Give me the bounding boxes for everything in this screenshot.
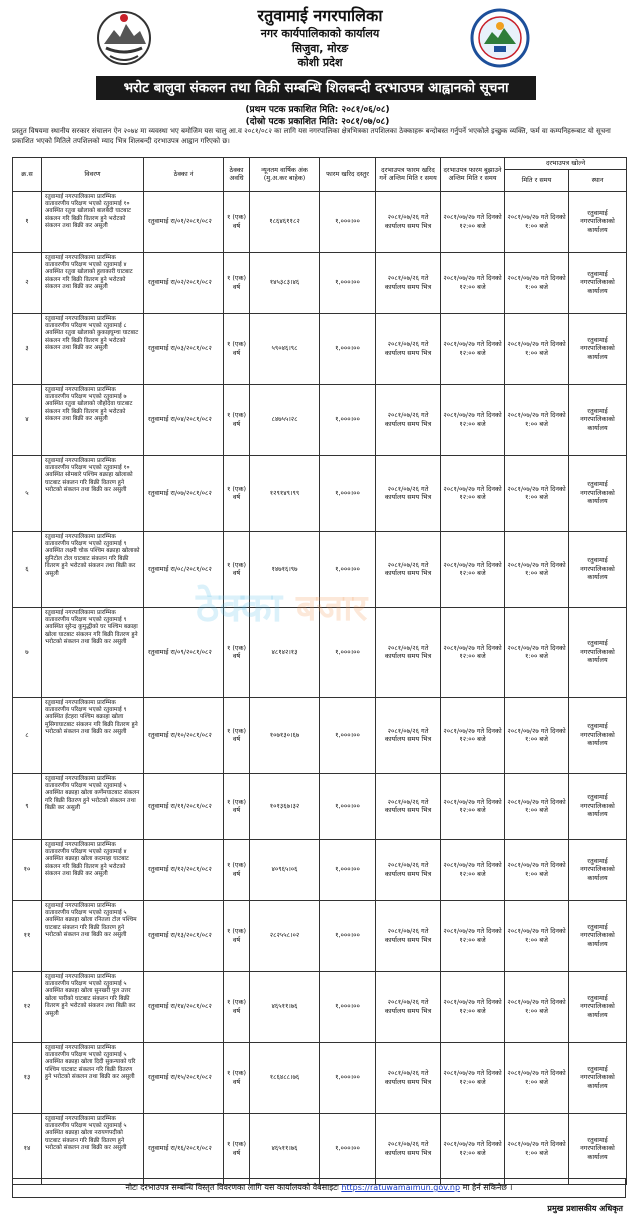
row-purchase-deadline: २०८१/०७/२६ गते कार्यालय समय भित्र (376, 1113, 441, 1184)
signature-title: प्रमुख प्रशासकीय अधिकृत (547, 1204, 623, 1213)
row-fee: १,०००।०० (320, 252, 376, 313)
row-sn: १ (13, 191, 42, 252)
table-row (13, 455, 627, 531)
row-period: १ (एक) वर्ष (224, 773, 250, 839)
website-link[interactable]: https://ratuwamaimun.gov.np (341, 1183, 461, 1192)
row-opening-place: रतुवामाई नगरपालिकाको कार्यालय (569, 1042, 627, 1113)
row-contract-no: रतुवामाई रा/०१/२०८१/०८२ (144, 191, 224, 252)
row-contract-no: रतुवामाई रा/०२/२०८१/०८२ (144, 252, 224, 313)
row-purchase-deadline: २०८१/०७/२६ गते कार्यालय समय भित्र (376, 531, 441, 607)
row-submit-deadline: २०८१/०७/२७ गते दिनको १२:०० बजे (441, 900, 505, 971)
row-contract-no: रतुवामाई रा/१४/२०८१/०८२ (144, 971, 224, 1042)
row-fee: १,०००।०० (320, 455, 376, 531)
row-fee: १,०००।०० (320, 839, 376, 900)
row-submit-deadline: २०८१/०७/२७ गते दिनको १२:०० बजे (441, 531, 505, 607)
row-amount: ४०९६५।०६ (250, 839, 320, 900)
row-sn: १३ (13, 1042, 42, 1113)
row-amount: ४६५११।७६ (250, 971, 320, 1042)
row-description: रतुवामाई नगरपालिकामा प्रारम्भिक वातावरणीय परिक्षण भएको रतुवामाई ८ अवस्थित रतुवा खोलाको कुकाइघुम्चा घाटबाट संकलन गरि बिक्री वितरण हुने भरोटको संकलन तथा बिक्री कर असुली (42, 313, 144, 384)
row-amount: १२९१४९।९९ (250, 455, 320, 531)
row-opening-place: रतुवामाई नगरपालिकाको कार्यालय (569, 252, 627, 313)
row-opening-place: रतुवामाई नगरपालिकाको कार्यालय (569, 839, 627, 900)
table-row (13, 697, 627, 773)
col-period: ठेक्का अवधि (224, 158, 250, 192)
col-opening-place: स्थान (569, 169, 627, 191)
row-description: रतुवामाई नगरपालिकामा प्रारम्भिक वातावरणीय परिक्षण भएको रतुवामाई ९ अवस्थित लक्ष्मी चोक पश्चिम बक्राहा खोलाको सुनिटोल टोल घाटबाट संकलन गरि बिक्री वितरण हुने भरोटको संकलन तथा बिक्री कर असुली (42, 531, 144, 607)
row-period: १ (एक) वर्ष (224, 1042, 250, 1113)
row-period: १ (एक) वर्ष (224, 697, 250, 773)
row-description: रतुवामाई नगरपालिकामा प्रारम्भिक वातावरणीय परिक्षण भएको रतुवामाई ४ अवस्थित बक्राहा खोला कदमाहा घाटबाट संकलन गरि बिक्री वितरण हुने भरोटको संकलन तथा बिक्री कर असुली (42, 839, 144, 900)
row-amount: ५९०४६।९८ (250, 313, 320, 384)
row-submit-deadline: २०८१/०७/२७ गते दिनको १२:०० बजे (441, 384, 505, 455)
row-opening-place: रतुवामाई नगरपालिकाको कार्यालय (569, 773, 627, 839)
row-sn: २ (13, 252, 42, 313)
row-submit-deadline: २०८१/०७/२७ गते दिनको १२:०० बजे (441, 455, 505, 531)
row-amount: ४६५११।७६ (250, 1113, 320, 1184)
row-amount: १८६४८८।७६ (250, 1042, 320, 1113)
col-fee: फारम खरिद दस्तुर (320, 158, 376, 192)
table-row (13, 1042, 627, 1113)
row-fee: १,०००।०० (320, 1042, 376, 1113)
row-sn: ११ (13, 900, 42, 971)
row-opening-datetime: २०८१/०७/२७ गते दिनको १:०० बजे (505, 313, 569, 384)
row-purchase-deadline: २०८१/०७/२६ गते कार्यालय समय भित्र (376, 773, 441, 839)
row-period: १ (एक) वर्ष (224, 1113, 250, 1184)
row-description: रतुवामाई नगरपालिकामा प्रारम्भिक वातावरणीय परिक्षण भएको रतुवामाई ५ अवस्थित बक्राहा खोला सुनखरी पुल उत्तर खोला पारीको घाटबाट संकलन गरि बिक्री वितरण हुने भरोटको संकलन तथा बिक्री कर असुली (42, 971, 144, 1042)
row-purchase-deadline: २०८१/०७/२६ गते कार्यालय समय भित्र (376, 607, 441, 697)
row-purchase-deadline: २०८१/०७/२६ गते कार्यालय समय भित्र (376, 455, 441, 531)
row-submit-deadline: २०८१/०७/२७ गते दिनको १२:०० बजे (441, 1042, 505, 1113)
row-sn: १२ (13, 971, 42, 1042)
row-opening-datetime: २०८१/०७/२७ गते दिनको १:०० बजे (505, 455, 569, 531)
row-sn: १० (13, 839, 42, 900)
row-period: १ (एक) वर्ष (224, 607, 250, 697)
col-opening-datetime: मिति र समय (505, 169, 569, 191)
row-fee: १,०००।०० (320, 313, 376, 384)
table-row (13, 313, 627, 384)
office-address: सिजुवा, मोरङ (291, 42, 349, 55)
row-submit-deadline: २०८१/०७/२७ गते दिनको १२:०० बजे (441, 252, 505, 313)
row-purchase-deadline: २०८१/०७/२६ गते कार्यालय समय भित्र (376, 384, 441, 455)
row-period: १ (एक) वर्ष (224, 252, 250, 313)
row-opening-datetime: २०८१/०७/२७ गते दिनको १:०० बजे (505, 607, 569, 697)
col-sn: क्र.स (13, 158, 42, 192)
row-contract-no: रतुवामाई रा/१५/२०८१/०८२ (144, 1042, 224, 1113)
row-opening-datetime: २०८१/०७/२७ गते दिनको १:०० बजे (505, 252, 569, 313)
row-description: रतुवामाई नगरपालिकामा प्रारम्भिक वातावरणीय परिक्षण भएको रतुवामाई ७ अवस्थित रतुवा खोलाको जौहोदेवा घाटबाट संकलन गरि बिक्री वितरण हुने भरोटको संकलन तथा बिक्री कर असुली (42, 384, 144, 455)
row-sn: ५ (13, 455, 42, 531)
row-amount: १८६४६११८२ (250, 191, 320, 252)
row-opening-datetime: २०८१/०७/२७ गते दिनको १:०० बजे (505, 1042, 569, 1113)
row-amount: ४८१४२।१३ (250, 607, 320, 697)
table-row (13, 900, 627, 971)
watermark-part1: ठेक्का (196, 585, 283, 631)
row-fee: १,०००।०० (320, 900, 376, 971)
row-contract-no: रतुवामाई रा/०४/२०८१/०८२ (144, 384, 224, 455)
row-period: १ (एक) वर्ष (224, 313, 250, 384)
row-purchase-deadline: २०८१/०७/२६ गते कार्यालय समय भित्र (376, 1042, 441, 1113)
row-opening-place: रतुवामाई नगरपालिकाको कार्यालय (569, 697, 627, 773)
row-opening-datetime: २०८१/०७/२७ गते दिनको १:०० बजे (505, 839, 569, 900)
province-name: कोशी प्रदेश (297, 56, 343, 69)
col-opening: दरभाउपत्र खोल्ने (505, 158, 627, 170)
row-submit-deadline: २०८१/०७/२७ गते दिनको १२:०० बजे (441, 607, 505, 697)
row-amount: १०१३६७।३२ (250, 773, 320, 839)
row-sn: १४ (13, 1113, 42, 1184)
row-opening-datetime: २०८१/०७/२७ गते दिनको १:०० बजे (505, 191, 569, 252)
row-description: रतुवामाई नगरपालिकामा प्रारम्भिक वातावरणीय परिक्षण भएको रतुवामाई ५ अवस्थित बक्राहा खोला नरायणपदीको घाटबाट संकलन गरि बिक्री वितरण हुने भरोटको संकलन तथा बिक्री कर असुली (42, 1113, 144, 1184)
row-description: रतुवामाई नगरपालिकामा प्रारम्भिक वातावरणीय परिक्षण भएको रतुवामाई ४ अवस्थित रतुवा खोलाको हुलाकारी घाटबाट संकलन गरि बिक्री वितरण हुने भरोटको संकलन तथा बिक्री कर असुली (42, 252, 144, 313)
first-publication-date: (प्रथम पटक प्रकाशित मिति: २०८१/०६/०८) (245, 105, 390, 115)
row-opening-datetime: २०८१/०७/२७ गते दिनको १:०० बजे (505, 384, 569, 455)
row-period: १ (एक) वर्ष (224, 384, 250, 455)
nepal-emblem-icon (96, 10, 152, 66)
row-contract-no: रतुवामाई रा/११/२०८१/०८२ (144, 773, 224, 839)
row-opening-datetime: २०८१/०७/२७ गते दिनको १:०० बजे (505, 1113, 569, 1184)
table-row (13, 773, 627, 839)
row-opening-place: रतुवामाई नगरपालिकाको कार्यालय (569, 191, 627, 252)
row-opening-datetime: २०८१/०७/२७ गते दिनको १:०० बजे (505, 531, 569, 607)
table-row (13, 839, 627, 900)
row-opening-place: रतुवामाई नगरपालिकाको कार्यालय (569, 900, 627, 971)
row-fee: १,०००।०० (320, 971, 376, 1042)
table-row (13, 531, 627, 607)
row-period: १ (एक) वर्ष (224, 455, 250, 531)
footer-note-tail: मा हेर्न सकिनेछ । (462, 1183, 513, 1192)
row-opening-datetime: २०८१/०७/२७ गते दिनको १:०० बजे (505, 773, 569, 839)
row-submit-deadline: २०८१/०७/२७ गते दिनको १२:०० बजे (441, 971, 505, 1042)
row-amount: १४५३८३।४६ (250, 252, 320, 313)
row-contract-no: रतुवामाई रा/१०/२०८१/०८२ (144, 697, 224, 773)
col-purchase-deadline: दरभाउपत्र फारम खरिद गर्ने अन्तिम मिति र समय (376, 158, 441, 192)
row-opening-datetime: २०८१/०७/२७ गते दिनको १:०० बजे (505, 971, 569, 1042)
row-submit-deadline: २०८१/०७/२७ गते दिनको १२:०० बजे (441, 1113, 505, 1184)
row-contract-no: रतुवामाई रा/१६/२०८१/०८२ (144, 1113, 224, 1184)
row-opening-place: रतुवामाई नगरपालिकाको कार्यालय (569, 607, 627, 697)
notice-title: भरोट बालुवा संकलन तथा विक्री सम्बन्धि शिलबन्दी दरभाउपत्र आह्वानको सूचना (96, 76, 536, 100)
table-row (13, 384, 627, 455)
row-period: १ (एक) वर्ष (224, 531, 250, 607)
office-heading (180, 6, 460, 70)
row-contract-no: रतुवामाई रा/०३/२०८१/०८२ (144, 313, 224, 384)
row-contract-no: रतुवामाई रा/१२/२०८१/०८२ (144, 839, 224, 900)
row-purchase-deadline: २०८१/०७/२६ गते कार्यालय समय भित्र (376, 900, 441, 971)
row-description: रतुवामाई नगरपालिकामा प्रारम्भिक वातावरणीय परिक्षण भएको रतुवामाई ५ अवस्थित बक्राहा खोला दिदी सुकन्याको घरि पश्चिम घाटबाट संकलन गरि बिक्री वितरण हुने भरोटको संकलन तथा बिक्री कर असुली (42, 1042, 144, 1113)
second-publication-date: (दोस्रो पटक प्रकाशित मिति: २०८१/०७/०८) (245, 117, 390, 127)
row-contract-no: रतुवामाई रा/०९/२०८१/०८२ (144, 607, 224, 697)
row-opening-datetime: २०८१/०७/२७ गते दिनको १:०० बजे (505, 697, 569, 773)
row-period: १ (एक) वर्ष (224, 971, 250, 1042)
row-description: रतुवामाई नगरपालिकामा प्रारम्भिक वातावरणीय परिक्षण भएको रतुवामाई १० अवस्थित रतुवा खोलाको बालबैदी घाटबाट संकलन गरि बिक्री वितरण हुने भरोटको संकलन तथा बिक्री कर असुली (42, 191, 144, 252)
row-fee: १,०००।०० (320, 697, 376, 773)
table-row (13, 971, 627, 1042)
watermark-part2: बजार (296, 588, 368, 629)
table-row (13, 607, 627, 697)
row-opening-place: रतुवामाई नगरपालिकाको कार्यालय (569, 384, 627, 455)
row-purchase-deadline: २०८१/०७/२६ गते कार्यालय समय भित्र (376, 191, 441, 252)
table-row (13, 1113, 627, 1184)
row-sn: ३ (13, 313, 42, 384)
row-purchase-deadline: २०८१/०७/२६ गते कार्यालय समय भित्र (376, 697, 441, 773)
row-opening-place: रतुवामाई नगरपालिकाको कार्यालय (569, 1113, 627, 1184)
row-submit-deadline: २०८१/०७/२७ गते दिनको १२:०० बजे (441, 313, 505, 384)
row-description: रतुवामाई नगरपालिकामा प्रारम्भिक वातावरणीय परिक्षण भएको रतुवामाई ९ अवस्थित ईटहरा पश्चिम बक्राहा खोला मुसिगाघाटबाट संकलन गरि बिक्री वितरण हुने भरोटको संकलन तथा बिक्री कर असुली (42, 697, 144, 773)
row-period: १ (एक) वर्ष (224, 191, 250, 252)
row-fee: १,०००।०० (320, 773, 376, 839)
row-amount: २८२५५८।०२ (250, 900, 320, 971)
row-period: १ (एक) वर्ष (224, 839, 250, 900)
row-fee: १,०००।०० (320, 1113, 376, 1184)
table-row (13, 191, 627, 252)
municipality-name: रतुवामाई नगरपालिका (257, 6, 383, 25)
row-fee: १,०००।०० (320, 531, 376, 607)
row-amount: ८४७५५।२८ (250, 384, 320, 455)
row-description: रतुवामाई नगरपालिकामा प्रारम्भिक वातावरणीय परिक्षण भएको रतुवामाई १० अवस्थित सोमबारे पश्चिम बक्राहा खोलाको घाटबाट संकलन गरि बिक्री वितरण हुने भरोटको संकलन तथा बिक्री कर असुली (42, 455, 144, 531)
footer-note-text: नोटः दरभाउपत्र सम्बन्धि विस्तृत विवरणका लागि यस कार्यालयको वेबसाइटः (125, 1183, 339, 1192)
municipality-seal-icon (470, 8, 530, 68)
office-name: नगर कार्यपालिकाको कार्यालय (260, 27, 380, 40)
tender-table (12, 157, 627, 1185)
row-amount: १४७१६।९७ (250, 531, 320, 607)
row-contract-no: रतुवामाई रा/०८/२०८१/०८२ (144, 531, 224, 607)
row-sn: ६ (13, 531, 42, 607)
row-opening-place: रतुवामाई नगरपालिकाको कार्यालय (569, 455, 627, 531)
row-submit-deadline: २०८१/०७/२७ गते दिनको १२:०० बजे (441, 773, 505, 839)
row-submit-deadline: २०८१/०७/२७ गते दिनको १२:०० बजे (441, 697, 505, 773)
row-description: रतुवामाई नगरपालिकामा प्रारम्भिक वातावरणीय परिक्षण भएको रतुवामाई ५ अवस्थित बक्राहा खोला रनितला टोल पश्चिम घाटबाट संकलन गरि बिक्री वितरण हुने भरोटको संकलन तथा बिक्री कर असुली (42, 900, 144, 971)
row-description: रतुवामाई नगरपालिकामा प्रारम्भिक वातावरणीय परिक्षण भएको रतुवामाई ५ अवस्थित बक्राहा खोला कर्णेमघाटबाट संकलन गरि बिक्री वितरण हुने भरोटको संकलन तथा बिक्री कर असुली (42, 773, 144, 839)
row-period: १ (एक) वर्ष (224, 900, 250, 971)
footer-note (12, 1178, 626, 1198)
row-opening-place: रतुवामाई नगरपालिकाको कार्यालय (569, 531, 627, 607)
row-fee: १,०००।०० (320, 384, 376, 455)
row-purchase-deadline: २०८१/०७/२६ गते कार्यालय समय भित्र (376, 313, 441, 384)
row-contract-no: रतुवामाई रा/१३/२०८१/०८२ (144, 900, 224, 971)
row-fee: १,०००।०० (320, 191, 376, 252)
row-sn: ७ (13, 607, 42, 697)
row-opening-place: रतुवामाई नगरपालिकाको कार्यालय (569, 971, 627, 1042)
row-fee: १,०००।०० (320, 607, 376, 697)
col-submit-deadline: दरभाउपत्र फारम बुझाउने अन्तिम मिति र समय (441, 158, 505, 192)
row-description: रतुवामाई नगरपालिकामा प्रारम्भिक वातावरणीय परिक्षण भएको रतुवामाई ९ अवस्थित सुरेन्द्र कुमुद्धीको घर पश्चिम बक्राहा खोला घाटबाट संकलन गरि बिक्री वितरण हुने भरोटको संकलन तथा बिक्री कर असुली (42, 607, 144, 697)
row-opening-datetime: २०८१/०७/२७ गते दिनको १:०० बजे (505, 900, 569, 971)
row-submit-deadline: २०८१/०७/२७ गते दिनको १२:०० बजे (441, 191, 505, 252)
row-purchase-deadline: २०८१/०७/२६ गते कार्यालय समय भित्र (376, 839, 441, 900)
row-purchase-deadline: २०८१/०७/२६ गते कार्यालय समय भित्र (376, 971, 441, 1042)
col-contract-no: ठेक्का नं (144, 158, 224, 192)
row-sn: ९ (13, 773, 42, 839)
row-sn: ४ (13, 384, 42, 455)
row-sn: ८ (13, 697, 42, 773)
row-contract-no: रतुवामाई रा/०७/२०८१/०८२ (144, 455, 224, 531)
row-amount: १०७१३०।६७ (250, 697, 320, 773)
letterhead (0, 0, 635, 72)
col-description: विवरण (42, 158, 144, 192)
intro-paragraph: प्रस्तुत विषयमा स्थानीय सरकार संचालन ऐन २०७४ मा व्यवस्था भए बमोजिम यस चालु आ.व २०८१/०८२ का लागि यस नगरपालिका क्षेत्रभित्रका तपशिलका ठेक्काहरू बन्दोबस्त गर्नुपर्ने भएकोले इच्छुक व्यक्ति, फर्म वा कम्पनिहरूबाट यो सूचना प्रकाशित भएको मितिले तपशिलको म्याद भित्र शिलबन्दी दरभाउपत्र आह्वान गरिएको छ। (12, 127, 611, 145)
row-purchase-deadline: २०८१/०७/२६ गते कार्यालय समय भित्र (376, 252, 441, 313)
col-amount: न्यूनतम वार्षिक अंक (मु.अ.कर बाहेक) (250, 158, 320, 192)
row-submit-deadline: २०८१/०७/२७ गते दिनको १२:०० बजे (441, 839, 505, 900)
table-row (13, 252, 627, 313)
row-opening-place: रतुवामाई नगरपालिकाको कार्यालय (569, 313, 627, 384)
